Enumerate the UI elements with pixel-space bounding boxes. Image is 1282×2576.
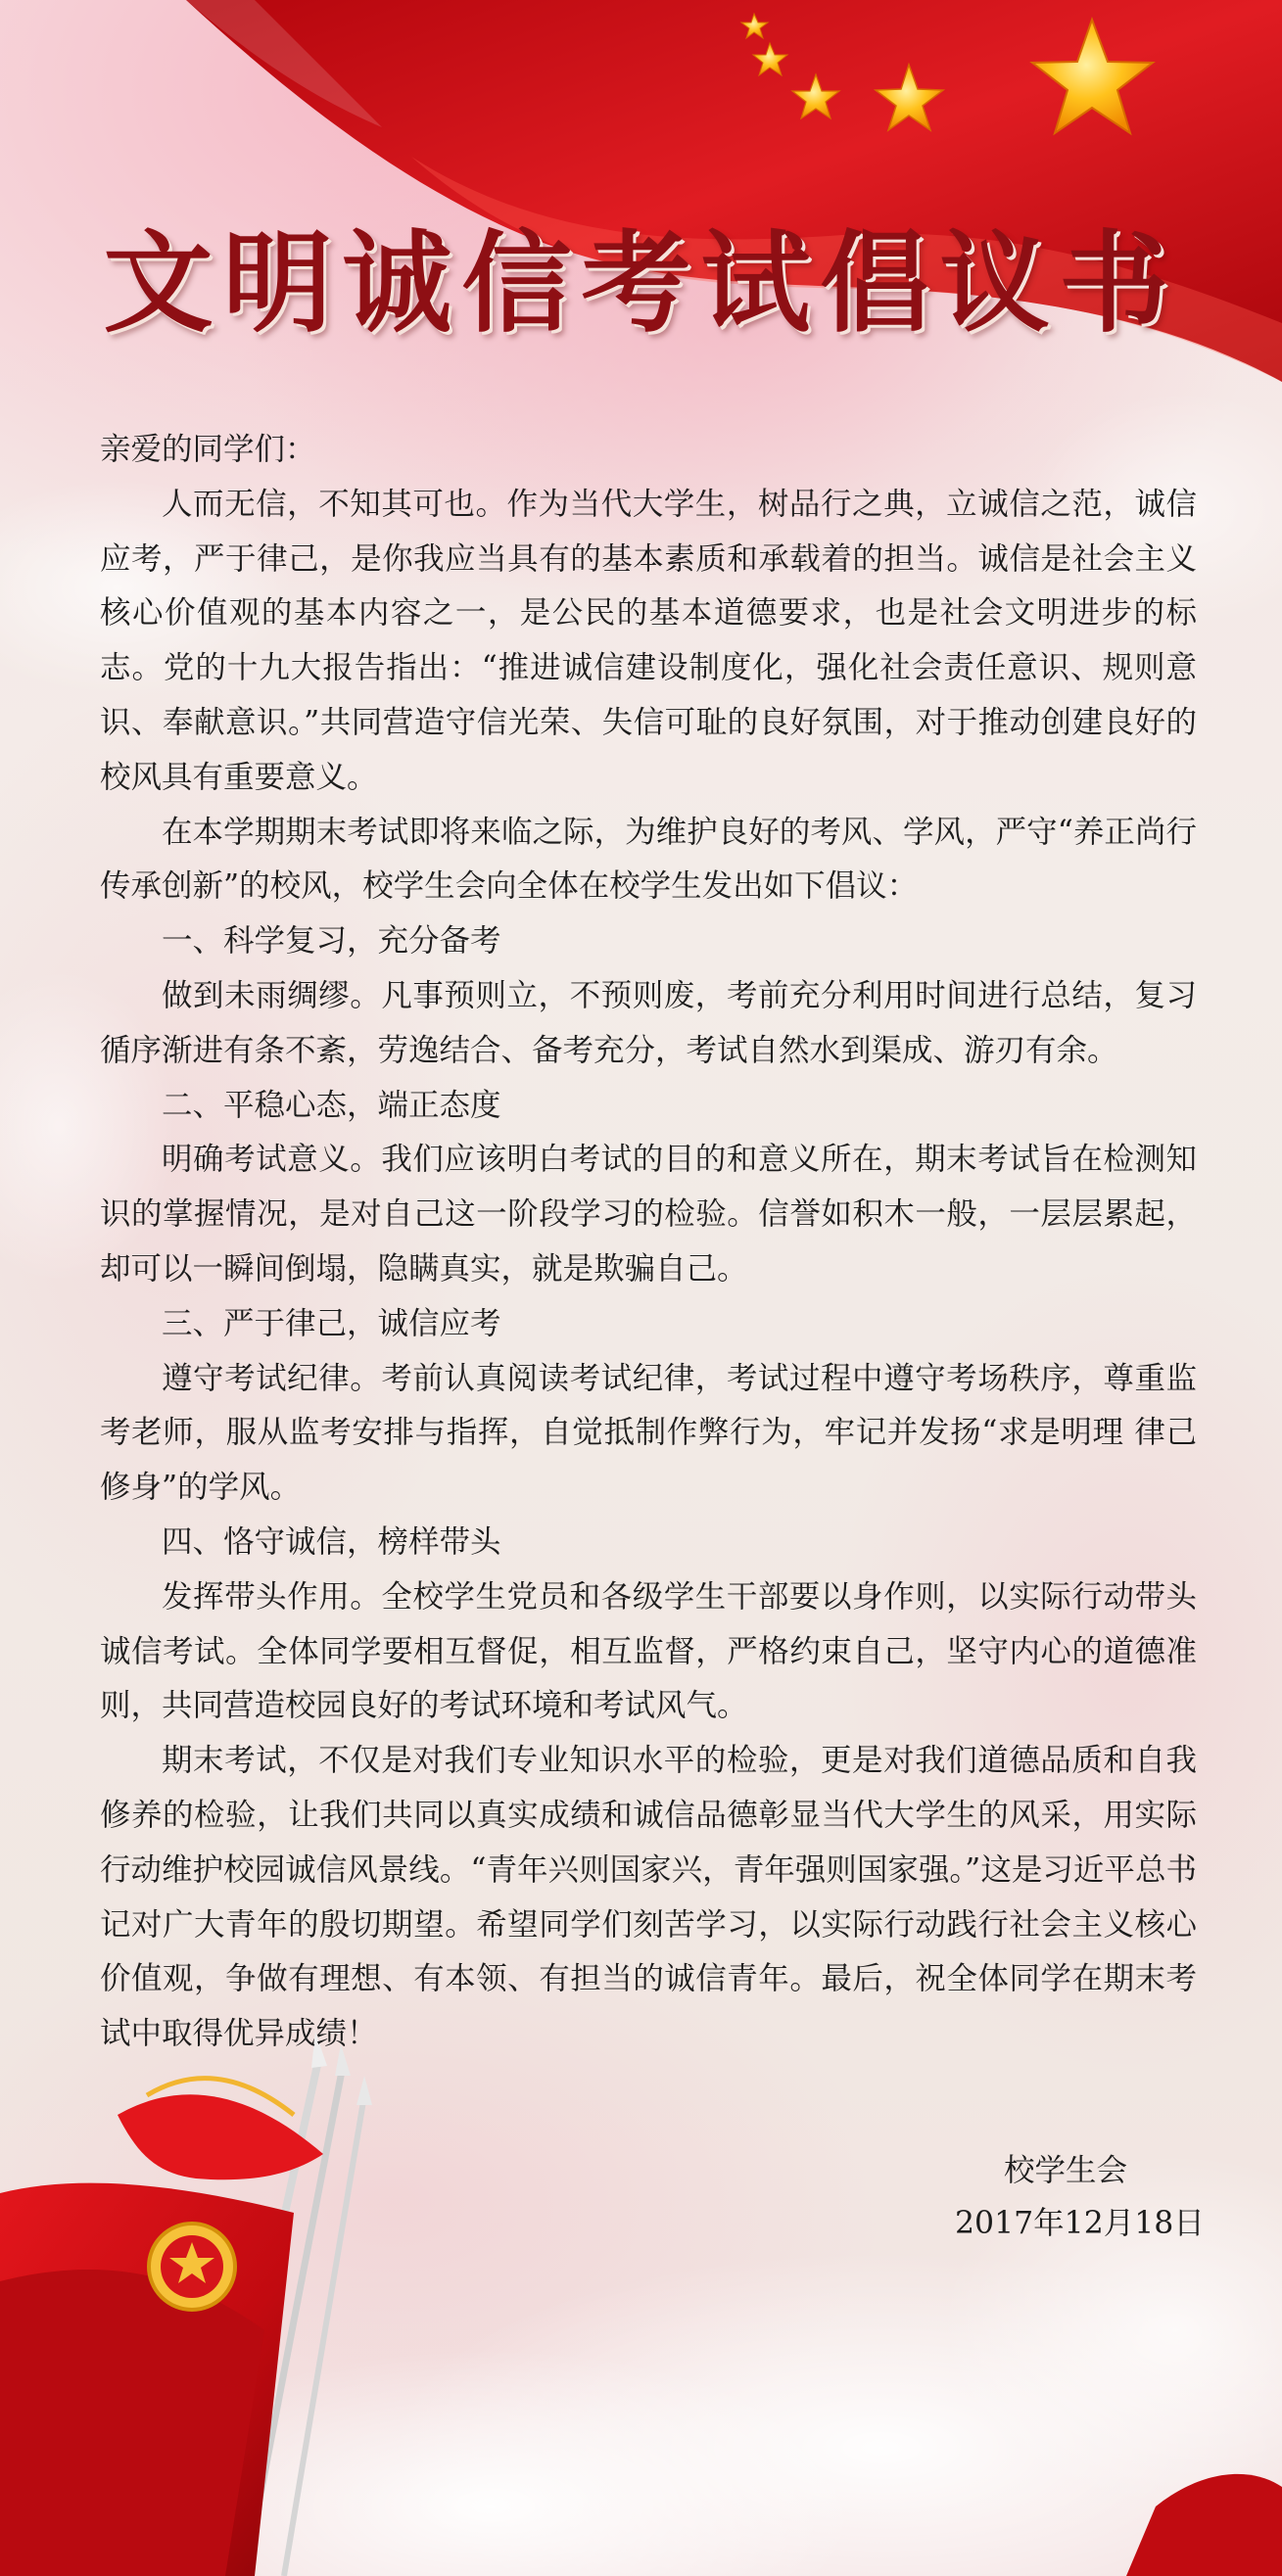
signature-date: 2017年12月18日 <box>955 2206 1205 2241</box>
signature-block <box>921 2144 1214 2250</box>
intro-paragraph: 在本学期期末考试即将来临之际，为维护良好的考风、学风，严守“养正尚行 传承创新”的校风，校学生会向全体在校学生发出如下倡议： <box>100 814 1197 905</box>
section-heading: 二、平稳心态，端正态度 <box>162 1087 501 1123</box>
emblem-icon <box>149 2224 235 2310</box>
greeting: 亲爱的同学们： <box>100 432 316 467</box>
page-title: 文明诚信考试倡议书 <box>103 219 1179 348</box>
section-heading: 三、严于律己，诚信应考 <box>162 1305 501 1341</box>
section-body: 发挥带头作用。全校学生党员和各级学生干部要以身作则，以实际行动带头诚信考试。全体同学要相互督促，相互监督，严格约束自己，坚守内心的道德准则，共同营造校园良好的考试环境和考试风气。 <box>100 1578 1197 1724</box>
section-heading: 一、科学复习，充分备考 <box>162 923 501 960</box>
signature-org: 校学生会 <box>1004 2153 1128 2188</box>
section-body: 做到未雨绸缪。凡事预则立，不预则废，考前充分利用时间进行总结，复习循序渐进有条不紊，劳逸结合、备考充分，考试自然水到渠成、游刃有余。 <box>100 977 1197 1068</box>
section-body: 遵守考试纪律。考前认真阅读考试纪律，考试过程中遵守考场秩序，尊重监考老师，服从监考安排与指挥，自觉抵制作弊行为，牢记并发扬“求是明理 律己修身”的学风。 <box>100 1360 1197 1506</box>
letter-body <box>100 423 1197 2062</box>
closing-paragraph: 期末考试，不仅是对我们专业知识水平的检验，更是对我们道德品质和自我修养的检验，让我们共同以真实成绩和诚信品德彰显当代大学生的风采，用实际行动维护校园诚信风景线。“青年兴则国家兴，青年强则国家强。”这是习近平总书记对广大青年的殷切期望。希望同学们刻苦学习，以实际行动践行社会主义核心价值观，争做有理想、有本领、有担当的诚信青年。最后，祝全体同学在期末考试中取得优异成绩！ <box>100 1743 1197 2052</box>
intro-paragraph: 人而无信，不知其可也。作为当代大学生，树品行之典，立诚信之范，诚信应考，严于律己，是你我应当具有的基本素质和承载着的担当。诚信是社会主义核心价值观的基本内容之一，是公民的基本道德要求，也是社会文明进步的标志。党的十九大报告指出：“推进诚信建设制度化，强化社会责任意识、规则意识、奉献意识。”共同营造守信光荣、失信可耻的良好氛围，对于推动创建良好的校风具有重要意义。 <box>100 486 1197 795</box>
section-heading: 四、恪守诚信，榜样带头 <box>162 1523 501 1560</box>
section-body: 明确考试意义。我们应该明白考试的目的和意义所在，期末考试旨在检测知识的掌握情况，是对自己这一阶段学习的检验。信誉如积木一般，一层层累起，却可以一瞬间倒塌，隐瞒真实，就是欺骗自己。 <box>100 1142 1197 1287</box>
